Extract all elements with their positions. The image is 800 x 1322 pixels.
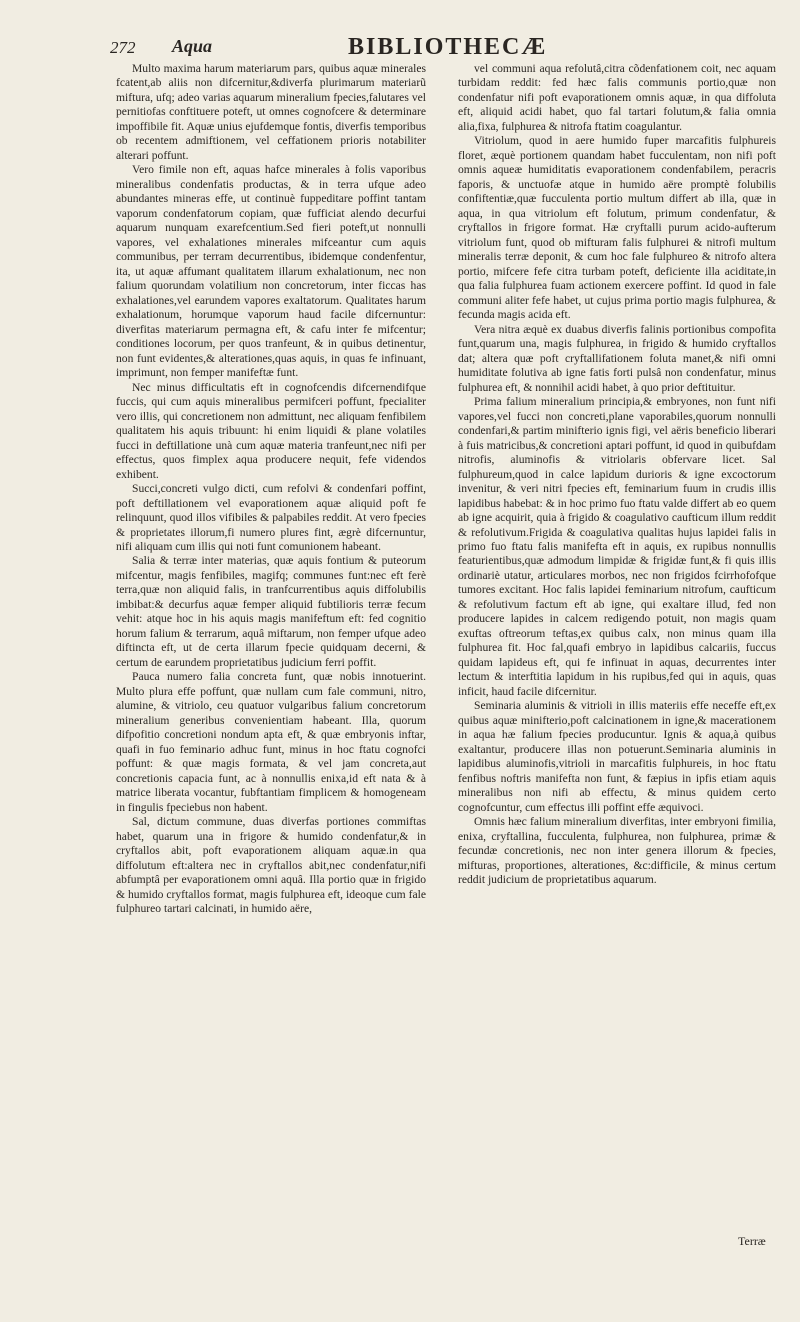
paragraph: Pauca numero falia concreta funt, quæ nobis innotuerint. Multo plura effe poffunt, quæ nullam cum fale communi, nitro, alumine, & vitriolo, ceu quatuor vulgaribus falium concretorum mineralium generibus convenientiam habeant. Illa, quorum difpofitio concretioni nondum apta eft, & quæ embryonis inftar, quafi in fuo feminario adhuc funt, minus in hoc ftatu cognofci poffunt: & quæ magis formata, & vel jam concreta,aut concretionis capacia funt, ac à nonnullis enixa,id eft nata & à matrice liberata vocantur, fubftantiam fimplicem & homogeneam in fingulis fpeciebus non habent. bbox=[116, 670, 426, 814]
left-column bbox=[116, 62, 426, 917]
running-title: BIBLIOTHECÆ bbox=[348, 34, 548, 60]
paragraph: Multo maxima harum materiarum pars, quibus aquæ minerales fcatent,ab aliis non difcernitur,&diverfa plurimarum materiarũ miftura, ufq; adeo varias aquarum mineralium fpecies,falutares vel pernitiofas conftituere poteft, ut omnes cognofcere & determinare impoffibile fit. Aquæ unius ejufdemque fontis, diverfis temporibus ob recentem admiftionem, vel ceffationem prioris notabiliter alterari poffunt. bbox=[116, 62, 426, 162]
paragraph: Prima falium mineralium principia,& embryones, non funt nifi vapores,vel fucci non concreti,plane vaporabiles,quorum nonnulli condenfari,& partim minifterio ignis figi, vel aëris beneficio liberari à fuis matricibus,& concretioni aptari poffunt, id quod in quibufdam nitrofis, aluminofis & vitriolaris obfervare licet. Sal fulphureum,quod in calce lapidum durioris & igne excoctorum invenitur, & veri nitri fpecies eft, feminarium fuum in crudis illis lapidibus habebat: & in hoc primo fuo ftatu valde differt ab eo quem ab igne acquirit, quia à frigido & coagulativo caufticum illum reddit & refolutivum.Frigida & coagulativa qualitas hujus lapidei falis in primo fuo ftatu falis manifefta eft in aquis, ex rupibus nonnullis featurientibus,quæ admodum limpidæ & frigidæ funt,& fi quis illis ordinariè utatur, articulares morbos, nec non frigidos fcirrhofofque tumores excitant. Hoc falis lapidei feminarium nitrofum, caufticum & refolutivum factum eft ab igne, qui exaltare illud, fed non producere lapides in calcem redigendo potuit, non magis quam exuftas oftreorum teftas,ex quibus calx, non minus quam illa fulphurea fit. Hoc fal,quafi embryo in lapidibus calcariis, fuccus quidam lapideus eft, qui fe infinuat in aquas, decurrentes inter lectum & interftitia lapidum in his rupibus,fed qui in aquis, quas inficit, haud facile difcernitur. bbox=[458, 395, 776, 698]
paragraph: Omnis hæc falium mineralium diverfitas, inter embryoni fimilia, enixa, cryftallina, fucculenta, fulphurea, non fulphurea, primæ & fecundæ concretionis, nec non inter genera illorum & fpecies, mifturas, proportiones, alterationes, &c:difficile, & minus certum reddit judicium de proprietatibus aquarum. bbox=[458, 815, 776, 887]
section-heading: Aqua bbox=[172, 36, 213, 56]
right-column bbox=[458, 62, 776, 888]
page-number: 272 bbox=[110, 38, 136, 57]
paragraph: Vitriolum, quod in aere humido fuper marcafitis fulphureis floret, æquè portionem quandam habet fucculentam, non nifi poft omnis aqueæ humiditatis evaporationem condenfabilem, peracris faporis, & unctuofæ atque in humido aëre promptè folubilis confiftentiæ,quæ fucculenta portio multum differt ab illa, quæ in aqua, in qua vitriolum eft folutum, primum condenfatur, & cryftallos in frigore format. Hæ cryftalli purum acido-aufterum vitriolum funt, quod ob mifturam falis fulphurei & nitrofi multum mineralis terræ deponit, & cum hoc fale fulphureo & nitrofo altera portio, mifcere fefe citra turbam poteft, deficiente illa aciditate,in qua falia fulphurea fuam actionem exercere poffint. Id quod in fale communi aliter fefe habet, ut cujus prima portio magis fulphurea, & fecunda magis acida eft. bbox=[458, 134, 776, 322]
paragraph: vel communi aqua refolutâ,citra cõdenfationem coit, nec aquam turbidam reddit: fed hæc falis communis portio,quæ non condenfatur nifi poft evaporationem omnis aquæ, in qua diffoluta eft, aliquid acidi habet, quo fal tartari folutum,& falia omnia alia,fixa, fulphurea & nitrofa ftatim coagulantur. bbox=[458, 62, 776, 133]
paragraph: Vero fimile non eft, aquas hafce minerales à folis vaporibus mineralibus condenfatis productas, & in terra ufque adeo abundantes mineras effe, ut continuè fuppeditare poffint tantam vaporum condenfatorum copiam, quæ fufficiat alendo decurfui aquarum nunquam exarefcentium.Sed fieri poteft,ut nonnulli vapores, vel exhalationes minerales mifceantur cum aquis communibus, per terram decurrentibus, ibidemque condenfentur, ita, ut aquæ affumant qualitatem illarum exhalationum, nec non falium quorundam volatilium non concretorum, inter ficcas has exhalationes,vel earundem vapores exaltatorum. Qualitates harum exhalationum, horumque vaporum haud facile difcernuntur: diverfitas materiarum permagna eft, & cafu inter fe mifcentur; conditiones locorum, per quos tranfeunt, & in quibus detinentur, non funt evidentes,& alterationes,quas aquis, in quas fe infinuant, imprimunt, non femper manifeftæ funt. bbox=[116, 163, 426, 380]
paragraph: Nec minus difficultatis eft in cognofcendis difcernendifque fuccis, qui cum aquis mineralibus permifceri poffunt, fpecialiter vero illis, qui concretionem non admittunt, nec aliquam fenfibilem qualitatem his aquis tribuunt: hi enim liquidi & plane volatiles fucci in deftillatione unà cum aquæ materia tranfeunt,nec nifi per effectus, quos fimplex aqua producere nequit, fefe videndos exhibent. bbox=[116, 380, 426, 481]
paragraph: Sal, dictum commune, duas diverfas portiones commiftas habet, quarum una in frigore & humido condenfatur,& in cryftallos abit, poft evaporationem aliquam aquæ.in qua diffolutum eft:altera nec in cryftallos abit,nec condenfatur,nifi abfumptâ per evaporationem omni aquâ. Illa portio quæ in frigido & humido cryftallos format, magis fulphurea eft, ideoque cum fale fulphureo tartari calcinati, in humido aëre, bbox=[116, 815, 426, 916]
paragraph: Seminaria aluminis & vitrioli in illis materiis effe neceffe eft,ex quibus aquæ minifterio,poft calcinationem in igne,& macerationem in aqua hæ falium fpecies producuntur. Ignis & aqua,à quibus exaltantur, producere illas non potuerunt.Seminaria aluminis in lapidibus aluminofis,vitrioli in marcafitis fulphureis, in hoc ftatu fenfibus noftris manifefta non funt, & fæpius in ipfis etiam aquis mineralibus non nifi ab effectu, & minus quidem certo cognofcuntur, cum effectus illi poffint effe æquivoci. bbox=[458, 699, 776, 814]
catchword: Terræ bbox=[738, 1234, 766, 1248]
paragraph: Vera nitra æquè ex duabus diverfis falinis portionibus compofita funt,quarum una, magis fulphurea, in frigido & humido cryftallos dat; altera quæ poft cryftallifationem foluta manet,& nifi omni humiditate folutiva ab igne fatis forti pulsâ non condenfatur, minus fulphurea eft, & nonnihil acidi habet, à quo prior deftituitur. bbox=[458, 322, 776, 394]
paragraph: Succi,concreti vulgo dicti, cum refolvi & condenfari poffint, poft deftillationem vel evaporationem aquæ aliquid poft fe relinquunt, quod illos vifibiles & palpabiles reddit. At vero fpecies & proprietates illorum,fi numero plures fint, ægrè difcernuntur, nifi aliquam cum illis qui noti funt comunionem habeant. bbox=[116, 482, 426, 553]
paragraph: Salia & terræ inter materias, quæ aquis fontium & puteorum mifcentur, magis fenfibiles, magifq; communes funt:nec eft ferè terra,quæ non aliquid falis, in tranfcurrentibus aquis diffolubilis imbibat:& decurfus aquæ femper aliquid fubtilioris terræ fecum vehit: atque hoc in his aquis magis manifeftum eft: fed cognitio horum falium & terrarum, aquâ miftarum, non femper ufque adeo diftincta eft, ut de certa illarum fpecie quidquam decerni, & certum de earundem proprietatibus judicium ferri poffit. bbox=[116, 554, 426, 669]
running-header bbox=[110, 34, 780, 60]
